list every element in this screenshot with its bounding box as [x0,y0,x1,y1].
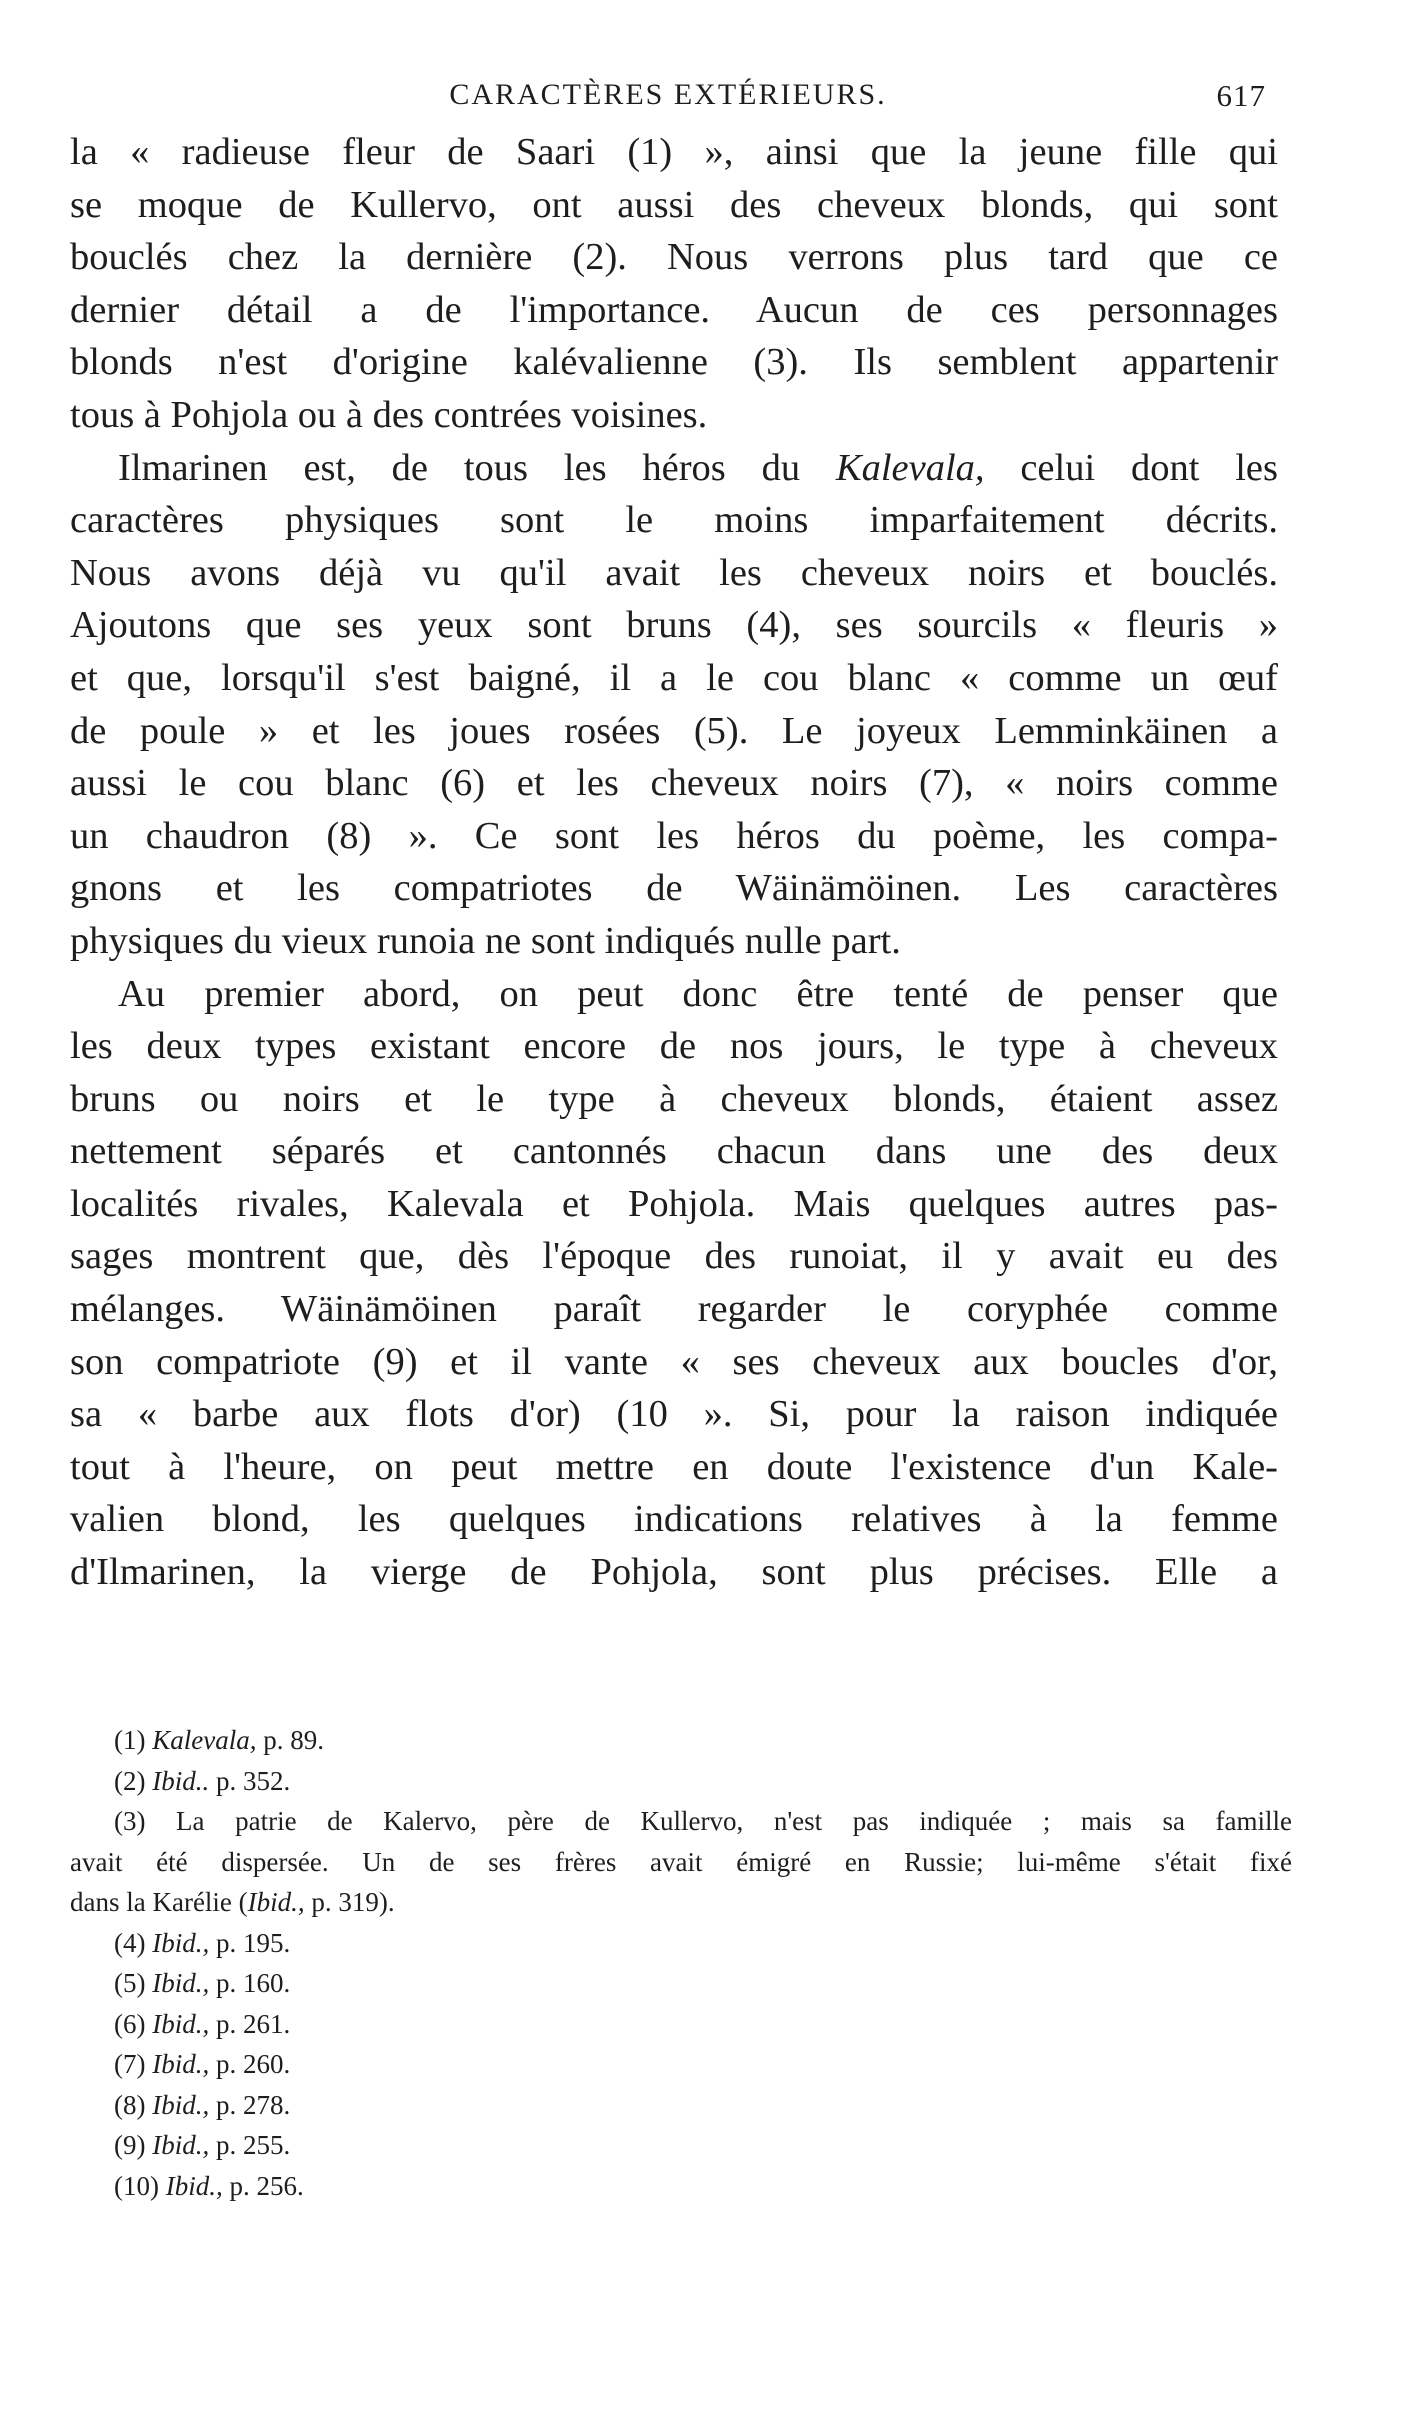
text-line: bruns ou noirs et le type à cheveux blonds, étaient assez [70,1077,1278,1120]
footnote-page: p. 352. [215,1765,291,1796]
footnote-number: (2) [114,1765,146,1796]
text-line: mélanges. Wäinämöinen paraît regarder le coryphée comme [70,1288,1278,1331]
footnote-3-line: (3) La patrie de Kalervo, père de Kullervo, n'est pas indiquée ; mais sa famille [114,1806,1292,1836]
footnote-5 [70,1963,1292,2004]
text-line: son compatriote (9) et il vante « ses cheveux aux boucles d'or, [70,1340,1278,1383]
running-title: CARACTÈRES EXTÉRIEURS. [449,78,887,111]
footnote-number: (5) [114,1968,146,1998]
footnote-number: (9) [114,2130,146,2160]
text-line: blonds n'est d'origine kalévalienne (3). Ils semblent appartenir [70,341,1278,384]
footnote-1 [70,1720,1292,1761]
text-line: dernier détail a de l'importance. Aucun de ces personnages [70,288,1278,331]
text-line: sa « barbe aux flots d'or) (10 ». Si, pour la raison indiquée [70,1393,1278,1436]
footnote-page: p. 256. [229,2170,304,2201]
footnotes [70,1720,1292,2206]
footnote-number: (8) [114,2089,146,2120]
italic-title: Kalevala, [835,446,985,489]
footnote-number: (6) [114,2008,146,2039]
text-line: localités rivales, Kalevala et Pohjola. Mais quelques autres pas- [70,1182,1278,1225]
footnote-ref: Ibid., [152,1927,210,1958]
footnote-ref: Ibid., [152,2049,210,2079]
footnote-page: p. 89. [263,1725,324,1755]
footnote-3-line: avait été dispersée. Un de ses frères avait émigré en Russie; lui-même s'était fixé [70,1846,1292,1877]
footnote-page: p. 195. [215,1927,291,1958]
footnote-ref: Kalevala, [152,1725,257,1755]
footnote-ref: Ibid., [165,2170,223,2201]
text-line: Nous avons déjà vu qu'il avait les cheveux noirs et bouclés. [70,551,1278,594]
page-header [70,74,1266,118]
footnote-10 [70,2166,1292,2207]
footnote-number: (4) [114,1927,146,1958]
text-segment: Ilmarinen est, de tous les héros du [118,446,801,489]
text-line [70,442,1278,495]
text-line: nettement séparés et cantonnés chacun dans une des deux [70,1130,1278,1173]
text-line: un chaudron (8) ». Ce sont les héros du poème, les compa- [70,814,1278,857]
footnote-page: p. 260. [215,2049,291,2079]
footnote-2 [70,1761,1292,1802]
text-line: Ajoutons que ses yeux sont bruns (4), ses sourcils « fleuris » [70,604,1278,647]
footnote-8 [70,2085,1292,2126]
text-line: physiques du vieux runoia ne sont indiqués nulle part. [70,919,901,962]
footnote-page: p. 278. [215,2089,291,2120]
text-line: valien blond, les quelques indications relatives à la femme [70,1498,1278,1541]
footnote-9 [70,2125,1292,2166]
footnote-ref: Ibid., [152,2008,210,2039]
text-line: caractères physiques sont le moins imparfaitement décrits. [70,499,1278,542]
footnote-number: (7) [114,2049,146,2079]
text-segment: celui dont les [1020,446,1278,489]
footnote-3-line [70,1882,1292,1923]
text-line: aussi le cou blanc (6) et les cheveux noirs (7), « noirs comme [70,762,1278,805]
footnote-4 [70,1923,1292,1964]
text-line: tout à l'heure, on peut mettre en doute l'existence d'un Kale- [70,1445,1278,1488]
text-line: les deux types existant encore de nos jours, le type à cheveux [70,1025,1278,1068]
body-text [70,126,1278,1599]
footnote-ref: Ibid., [152,2130,210,2160]
text-line: bouclés chez la dernière (2). Nous verrons plus tard que ce [70,236,1278,279]
footnote-ref: Ibid., [152,1968,210,1998]
footnote-page: p. 255. [215,2130,291,2160]
footnote-number: (10) [114,2170,159,2201]
text-line: tous à Pohjola ou à des contrées voisines. [70,393,708,436]
footnote-page: p. 261. [215,2008,291,2039]
footnote-7 [70,2044,1292,2085]
text-line: d'Ilmarinen, la vierge de Pohjola, sont plus précises. Elle a [70,1551,1278,1594]
text-line: de poule » et les joues rosées (5). Le joyeux Lemminkäinen a [70,709,1278,752]
footnote-text: dans la Karélie ( [70,1887,248,1917]
footnote-ref: Ibid.. [152,1765,210,1796]
footnote-page: p. 160. [215,1968,291,1998]
footnote-ref: Ibid., [247,1887,305,1917]
footnote-text: p. 319). [304,1887,395,1917]
text-line: gnons et les compatriotes de Wäinämöinen. Les caractères [70,867,1278,910]
page-number: 617 [1216,78,1266,113]
text-line: sages montrent que, dès l'époque des runoiat, il y avait eu des [70,1235,1278,1278]
text-line: se moque de Kullervo, ont aussi des cheveux blonds, qui sont [70,183,1278,226]
footnote-6 [70,2004,1292,2045]
footnote-number: (1) [114,1725,146,1755]
footnote-ref: Ibid., [152,2089,210,2120]
text-line: Au premier abord, on peut donc être tenté de penser que [118,972,1278,1015]
text-line: la « radieuse fleur de Saari (1) », ainsi que la jeune fille qui [70,131,1278,173]
text-line: et que, lorsqu'il s'est baigné, il a le cou blanc « comme un œuf [70,656,1278,699]
